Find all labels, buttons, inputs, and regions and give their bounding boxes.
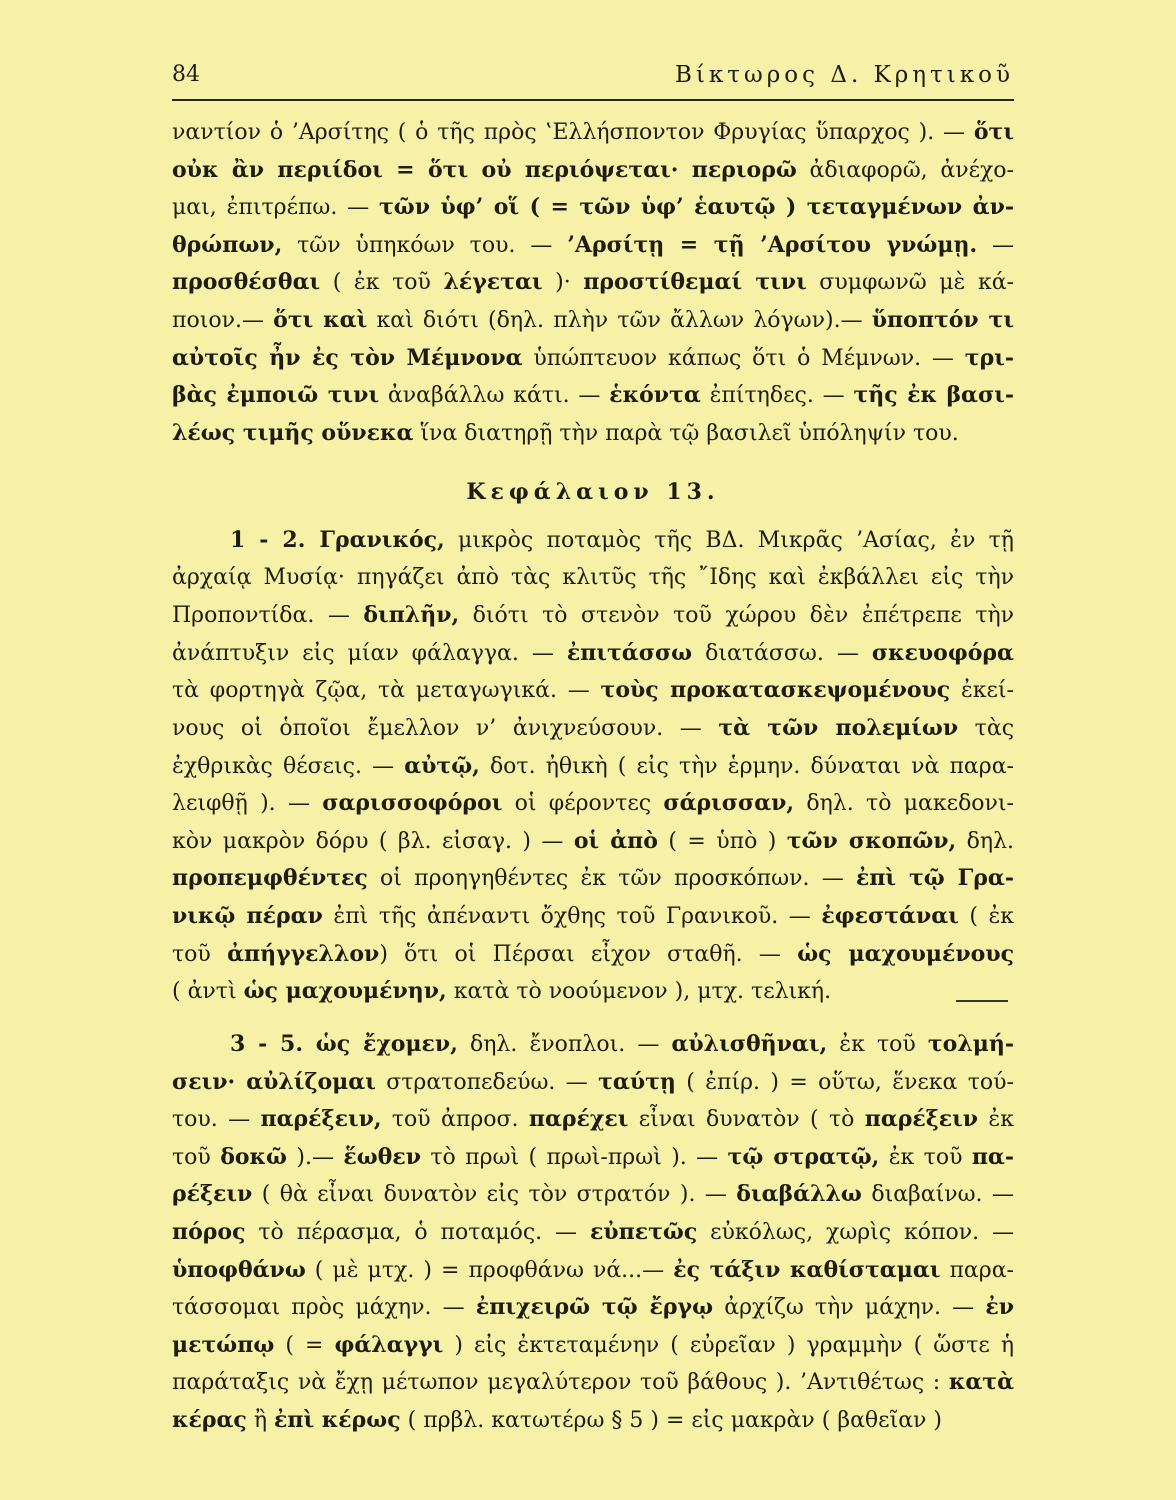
text-run: οἱ προηγηθέντες ἐκ τῶν προσκόπων. — (367, 866, 856, 892)
text-run: ἀρχίζω τὴν μάχην. — (713, 1295, 986, 1321)
lemma: σαρισσοφόροι (322, 790, 503, 817)
text-line (172, 227, 1014, 263)
text-line (172, 152, 1014, 188)
lemma: θρώπων, (172, 231, 283, 258)
lemma: σκευοφόρα (871, 639, 1014, 666)
text-line (230, 522, 1014, 558)
text-run: παρα- (940, 1257, 1014, 1283)
text-line (172, 189, 1014, 225)
lemma: φάλαγγι (334, 1331, 444, 1358)
text-run: διαβαίνω. — (861, 1182, 1014, 1208)
text-run: του. — (172, 1107, 261, 1133)
text-run: ἐκ τοῦ (879, 1144, 972, 1170)
text-run: ἐπίτηδες. — (700, 383, 854, 409)
text-line (172, 1139, 1014, 1175)
lemma: ἐφεστάναι (821, 903, 959, 929)
text-run: — (977, 232, 1014, 258)
text-run: μικρὸς ποταμὸς τῆς ΒΔ. Μικρᾶς ’Ασίας, ἐν τῇ (444, 528, 1014, 553)
text-run: ναντίον ὁ ’Αρσίτης ( ὁ τῆς πρὸς ‛Ελλήσποντον Φρυγίας ὕπαρχος ). — (172, 120, 974, 145)
text-run: εἶναι δυνατὸν ( τὸ (628, 1107, 865, 1133)
text-line (172, 597, 1014, 633)
text-run: ἢ (246, 1408, 274, 1433)
text-run: μαι, ἐπιτρέπω. — (172, 195, 379, 221)
text-run: ἀρχαίᾳ Μυσίᾳ· πηγάζει ἀπὸ τὰς κλιτῦς τῆς ῎Ιδης καὶ ἐκβάλλει εἰς τὴν (172, 564, 1014, 590)
lemma: σειν· αὐλίζομαι (172, 1068, 376, 1095)
text-line (172, 340, 1014, 376)
text-line (172, 560, 1014, 596)
text-line (172, 1176, 1014, 1212)
text-run: καὶ διότι (δηλ. πλὴν τῶν ἄλλων λόγων).— (367, 308, 872, 333)
text-run: τάσσομαι πρὸς μάχην. — (172, 1295, 476, 1321)
lemma: ὡς μαχουμένους (797, 940, 1014, 967)
text-run: τὸ πρωὶ ( πρωὶ-πρωὶ ). — (420, 1144, 728, 1170)
lemma: παρέχει (528, 1106, 629, 1133)
lemma: ρέξειν (172, 1181, 253, 1208)
text-run: τοῦ (172, 1144, 221, 1170)
text-line (172, 1064, 1014, 1100)
text-run: ( θὰ εἶναι δυνατὸν εἰς τὸν στρατόν ). — (252, 1182, 737, 1208)
lemma: εὐπετῶς (589, 1219, 698, 1245)
text-line (172, 748, 1014, 784)
text-line (172, 973, 1014, 1009)
text-run: ποιον.— (172, 308, 274, 333)
lemma: παρέξειν, (260, 1106, 382, 1133)
text-line (172, 823, 1014, 859)
text-run: ἐχθρικὰς θέσεις. — (172, 753, 405, 779)
lemma: τῶν ὑφ’ οἵ ( = τῶν ὑφ’ ἑαυτῷ ) τεταγμένων ἀν- (378, 194, 1014, 221)
text-run: ( ἐκ τοῦ (320, 270, 444, 296)
text-run: ).— (286, 1144, 344, 1170)
text-line (172, 1101, 1014, 1137)
text-run: ( = ὑπὸ ) (657, 828, 787, 854)
text-run: ἀναβάλλω κάτι. — (379, 383, 610, 409)
text-run: ( = (274, 1332, 335, 1358)
lemma: ὅτι (973, 119, 1014, 145)
lemma: 1 - 2. Γρανικός, (230, 527, 445, 553)
text-run: οἱ φέροντες (502, 791, 664, 817)
text-run: δηλ. ἔνοπλοι. — (457, 1032, 672, 1057)
text-run: στρατοπεδεύω. — (375, 1069, 599, 1095)
lemma: ὕποπτόν τι (871, 307, 1015, 333)
text-run: ( μὲ μτχ. ) = προφθάνω νά...— (305, 1257, 674, 1283)
text-run: ) εἰς ἐκτεταμένην ( εὐρεῖαν ) γραμμὴν ( ὥστε ἡ (443, 1332, 1014, 1358)
page-number: 84 (172, 62, 200, 87)
lemma: ’Αρσίτῃ = τῇ ’Αρσίτου γνώμῃ. (567, 231, 978, 258)
lemma: ἐπιτάσσω (566, 639, 693, 666)
text-run: δοτ. ἠθικὴ ( εἰς τὴν ἑρμην. δύναται νὰ παρα- (479, 753, 1014, 779)
text-run: τοῦ ἀπροσ. (381, 1107, 529, 1133)
text-run: ἵνα διατηρῇ τὴν παρὰ τῷ βασιλεῖ ὑπόληψίν του. (413, 420, 959, 446)
text-run: τῶν ὑπηκόων του. — (282, 232, 568, 258)
lemma: οὐκ ἂν περιίδοι = ὅτι οὐ περιόψεται· περιορῶ (172, 156, 797, 183)
lemma: ταύτῃ (598, 1068, 676, 1095)
lemma: ἐν (985, 1294, 1014, 1321)
text-run: εὐκόλως, χωρὶς κόπον. — (697, 1220, 1014, 1245)
lemma: αὐλισθῆναι, (671, 1031, 828, 1057)
text-run: παράταξις νὰ ἔχῃ μέτωπον μεγαλύτερον τοῦ βάθους ). ’Αντιθέτως : (172, 1370, 949, 1396)
text-line (172, 1214, 1014, 1250)
text-run: κὸν μακρὸν δόρυ ( βλ. εἰσαγ. ) — (172, 828, 574, 854)
lemma: μετώπῳ (172, 1331, 275, 1358)
lemma: τῆς ἐκ βασι- (853, 382, 1014, 409)
text-line (172, 302, 1014, 338)
lemma: αὐτοῖς ἦν ἐς τὸν Μέμνονα (172, 344, 523, 371)
text-line (172, 264, 1014, 300)
lemma: διπλῆν, (363, 602, 460, 629)
lemma: προσθέσθαι (172, 269, 321, 296)
text-line (172, 114, 1014, 150)
lemma: ἐς τάξιν καθίσταμαι (673, 1256, 941, 1283)
text-line (172, 415, 1014, 451)
lemma: ἐπὶ τῷ Γρα- (855, 865, 1014, 892)
lemma: τολμή- (927, 1031, 1015, 1057)
text-run: ἀνάπτυξιν εἰς μίαν φάλαγγα. — (172, 640, 567, 666)
text-run: συμφωνῶ μὲ κά- (806, 270, 1014, 296)
text-run: )· (542, 270, 584, 296)
text-run: τὰ φορτηγὰ ζῷα, τὰ μεταγωγικά. — (172, 678, 601, 704)
lemma: τρι- (964, 344, 1014, 371)
text-run: δηλ. τὸ μακεδονι- (794, 791, 1014, 817)
margin-mark (956, 1000, 1008, 1002)
text-run: δηλ. (956, 828, 1015, 854)
lemma: ἕωθεν (343, 1143, 421, 1170)
lemma: πα- (971, 1143, 1014, 1170)
text-run: ἐπὶ τῆς ἀπέναντι ὄχθης τοῦ Γρανικοῦ. — (322, 904, 822, 929)
lemma: τὰ τῶν πολεμίων (718, 715, 959, 741)
lemma: οἱ ἀπὸ (573, 827, 658, 854)
page-header (172, 60, 1014, 100)
text-line (172, 1327, 1014, 1363)
text-line (172, 377, 1014, 413)
text-run: ) ὅτι οἱ Πέρσαι εἶχον σταθῆ. — (379, 941, 798, 967)
text-line (172, 635, 1014, 671)
lemma: τοὺς προκατασκεψομένους (600, 677, 951, 704)
lemma: παρέξειν (864, 1106, 979, 1133)
lemma: κατὰ (948, 1369, 1014, 1396)
text-line (172, 1364, 1014, 1400)
text-line (172, 1289, 1014, 1325)
text-run: νους οἱ ὁποῖοι ἔμελλον ν’ ἀνιχνεύσουν. — (172, 716, 719, 741)
lemma: λέως τιμῆς οὕνεκα (172, 419, 414, 446)
lemma: ἐπὶ κέρως (274, 1407, 401, 1433)
text-line (172, 898, 1014, 934)
text-run: ( ἀντὶ (172, 979, 244, 1005)
text-run: ἐκεί- (950, 678, 1014, 704)
text-run: λειφθῇ ). — (172, 791, 323, 817)
lemma: τῶν σκοπῶν, (786, 827, 957, 854)
text-run: Προποντίδα. — (172, 603, 364, 629)
lemma: κέρας (172, 1407, 247, 1433)
chapter-heading: Κεφάλαιον 13. (466, 479, 720, 505)
text-run: τὸ πέρασμα, ὁ ποταμός. — (245, 1220, 590, 1245)
lemma: ἐπιχειρῶ τῷ ἔργῳ (475, 1294, 714, 1321)
text-line (172, 672, 1014, 708)
text-line (172, 860, 1014, 896)
lemma: ὅτι καὶ (273, 307, 368, 333)
text-run: κατὰ τὸ νοούμενον ), μτχ. τελική. (446, 979, 832, 1005)
lemma: βὰς ἐμποιῶ τινι (172, 382, 380, 409)
text-run: τοῦ (172, 941, 228, 967)
text-line (230, 1026, 1014, 1062)
lemma: προστίθεμαί τινι (583, 269, 807, 296)
text-run: ὑπώπτευον κάπως ὅτι ὁ Μέμνων. — (522, 345, 965, 371)
lemma: αὐτῷ, (404, 752, 480, 779)
text-line (172, 936, 1014, 972)
lemma: πόρος (172, 1219, 246, 1245)
lemma: ὑποφθάνω (172, 1256, 306, 1283)
header-rule (172, 99, 1014, 101)
lemma: ἑκόντα (609, 382, 701, 409)
lemma: ἀπήγγελλον (227, 940, 380, 967)
lemma: προπεμφθέντες (172, 865, 368, 892)
running-title: Βίκτωρος Δ. Κρητικοῦ (675, 62, 1014, 88)
lemma: διαβάλλω (736, 1181, 862, 1208)
text-line (172, 1252, 1014, 1288)
text-run: ( πρβλ. κατωτέρω § 5 ) = εἰς μακρὰν ( βαθεῖαν ) (400, 1408, 942, 1433)
lemma: δοκῶ (220, 1143, 287, 1170)
lemma: τῷ στρατῷ, (727, 1143, 880, 1170)
text-run: ἀδιαφορῶ, ἀνέχο- (796, 157, 1014, 183)
text-line (172, 785, 1014, 821)
text-run: τὰς (958, 716, 1015, 741)
text-run: ἐκ τοῦ (827, 1032, 928, 1057)
text-run: διότι τὸ στενὸν τοῦ χώρου δὲν ἐπέτρεπε τὴν (459, 603, 1014, 629)
text-run: ἐκ (978, 1107, 1014, 1133)
lemma: λέγεται (443, 269, 543, 296)
text-run: ( ἐπίρ. ) = οὕτω, ἕνεκα τού- (675, 1069, 1014, 1095)
text-line (172, 1402, 1014, 1438)
text-line (172, 710, 1014, 746)
lemma: 3 - 5. ὡς ἔχομεν, (230, 1031, 458, 1057)
text-run: διατάσσω. — (692, 640, 872, 666)
lemma: ὡς μαχουμένην, (243, 978, 447, 1005)
lemma: νικῷ πέραν (172, 903, 323, 929)
text-run: ( ἐκ (958, 904, 1015, 929)
lemma: σάρισσαν, (663, 790, 795, 817)
